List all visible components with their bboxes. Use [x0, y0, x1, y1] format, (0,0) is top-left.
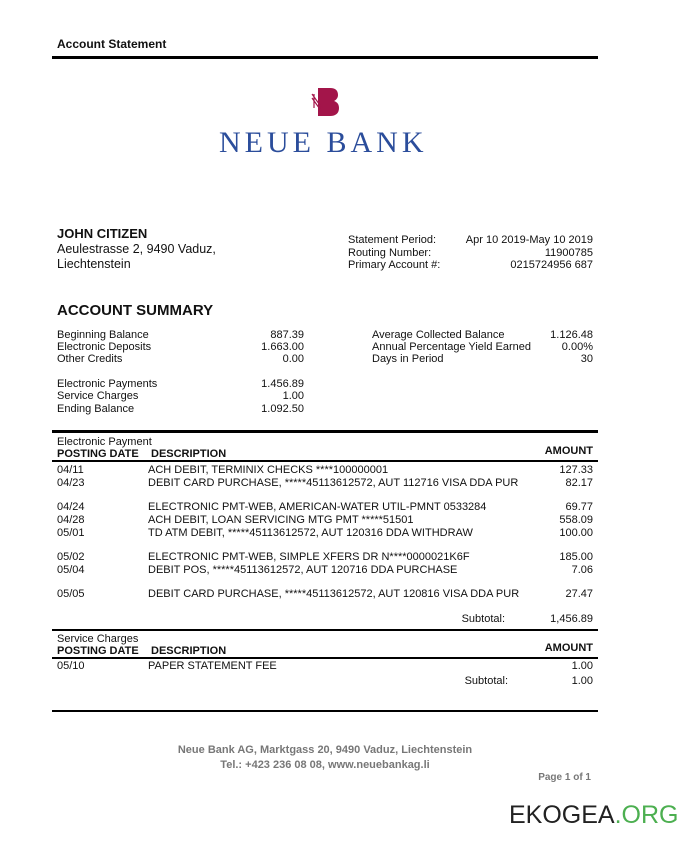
transaction-date: 04/11: [57, 464, 84, 476]
summary-label: Service Charges: [57, 390, 139, 402]
customer-name: JOHN CITIZEN: [57, 226, 148, 241]
transaction-date: 05/02: [57, 551, 85, 563]
info-value: Apr 10 2019-May 10 2019: [465, 234, 593, 246]
transaction-description: DEBIT CARD PURCHASE, *****45113612572, AUT 112716 VISA DDA PUR: [148, 477, 519, 489]
summary-value: 30: [580, 353, 593, 365]
transaction-description: DEBIT POS, *****45113612572, AUT 120716 DDA PURCHASE: [148, 564, 458, 576]
watermark-main: EKOGEA: [509, 801, 615, 829]
account-summary-title: ACCOUNT SUMMARY: [57, 302, 214, 319]
divider: [52, 657, 598, 659]
column-header-date: POSTING DATE: [57, 448, 139, 460]
info-label: Statement Period:: [348, 234, 437, 246]
footer-address: Neue Bank AG, Marktgass 20, 9490 Vaduz, Liechtenstein: [177, 744, 473, 756]
subtotal-label: Subtotal:: [461, 613, 505, 625]
page-number: Page 1 of 1: [538, 772, 591, 783]
transaction-date: 05/04: [57, 564, 85, 576]
transaction-description: TD ATM DEBIT, *****45113612572, AUT 120316 DDA WITHDRAW: [148, 527, 473, 539]
transaction-description: PAPER STATEMENT FEE: [148, 660, 277, 672]
divider: [52, 430, 598, 433]
summary-label: Ending Balance: [57, 403, 135, 415]
transaction-amount: 27.47: [565, 588, 593, 600]
transaction-description: ACH DEBIT, TERMINIX CHECKS ****100000001: [148, 464, 389, 476]
subtotal-label: Subtotal:: [464, 675, 508, 687]
summary-label: Average Collected Balance: [372, 329, 505, 341]
transaction-amount: 185.00: [559, 551, 593, 563]
summary-value: 1.126.48: [550, 329, 593, 341]
summary-value: 1.00: [282, 390, 304, 402]
summary-label: Electronic Deposits: [57, 341, 152, 353]
transaction-amount: 82.17: [565, 477, 593, 489]
section-title: Electronic Payment: [57, 436, 152, 448]
summary-label: Days in Period: [372, 353, 444, 365]
column-header-description: DESCRIPTION: [151, 645, 227, 657]
footer-contact: Tel.: +423 236 08 08, www.neuebankag.li: [220, 759, 430, 771]
watermark-suffix: .ORG: [614, 801, 679, 829]
summary-label: Annual Percentage Yield Earned: [372, 341, 532, 353]
transaction-date: 04/28: [57, 514, 85, 526]
summary-value: 0.00: [282, 353, 304, 365]
transaction-date: 04/23: [57, 477, 85, 489]
watermark: [509, 801, 679, 830]
info-value: 11900785: [544, 246, 593, 259]
divider: [52, 460, 598, 462]
bank-logo-icon: [309, 86, 341, 118]
column-header-date: POSTING DATE: [57, 645, 139, 657]
document-title: Account Statement: [57, 37, 167, 51]
customer-address-line2: Liechtenstein: [57, 257, 131, 271]
summary-value: 1.663.00: [261, 341, 304, 353]
transaction-amount: 100.00: [559, 527, 593, 539]
subtotal-value: 1.00: [571, 675, 593, 687]
bank-name-logo: NEUE BANK: [219, 126, 428, 159]
transaction-amount: 7.06: [571, 564, 593, 576]
transaction-date: 05/01: [57, 527, 85, 539]
subtotal-value: 1,456.89: [550, 613, 593, 625]
summary-label: Electronic Payments: [57, 378, 158, 390]
summary-value: 1.456.89: [261, 378, 304, 390]
section-title: Service Charges: [57, 633, 139, 645]
transaction-amount: 69.77: [565, 501, 593, 513]
transaction-date: 05/10: [57, 660, 85, 672]
column-header-amount: AMOUNT: [544, 445, 593, 457]
divider: [52, 710, 598, 712]
transaction-description: DEBIT CARD PURCHASE, *****45113612572, AUT 120816 VISA DDA PUR: [148, 588, 520, 600]
divider: [52, 629, 598, 631]
transaction-description: ELECTRONIC PMT-WEB, SIMPLE XFERS DR N****0000021K6F: [148, 551, 470, 563]
summary-value: 1.092.50: [261, 403, 304, 415]
transaction-amount: 1.00: [571, 660, 593, 672]
transaction-description: ELECTRONIC PMT-WEB, AMERICAN-WATER UTIL-PMNT 0533284: [148, 501, 487, 513]
summary-value: 887.39: [270, 329, 304, 341]
info-label: Primary Account #:: [348, 259, 441, 271]
transaction-amount: 558.09: [559, 514, 593, 526]
summary-label: Beginning Balance: [57, 329, 149, 341]
column-header-description: DESCRIPTION: [151, 448, 227, 460]
customer-address-line1: Aeulestrasse 2, 9490 Vaduz,: [57, 242, 216, 256]
transaction-description: ACH DEBIT, LOAN SERVICING MTG PMT *****51501: [148, 514, 414, 526]
transaction-date: 04/24: [57, 501, 85, 513]
transaction-amount: 127.33: [559, 464, 593, 476]
info-label: Routing Number:: [348, 246, 432, 259]
summary-label: Other Credits: [57, 353, 123, 365]
column-header-amount: AMOUNT: [544, 642, 593, 654]
info-value: 0215724956 687: [510, 259, 593, 271]
transaction-date: 05/05: [57, 588, 85, 600]
summary-value: 0.00%: [561, 341, 593, 353]
divider: [52, 56, 598, 59]
